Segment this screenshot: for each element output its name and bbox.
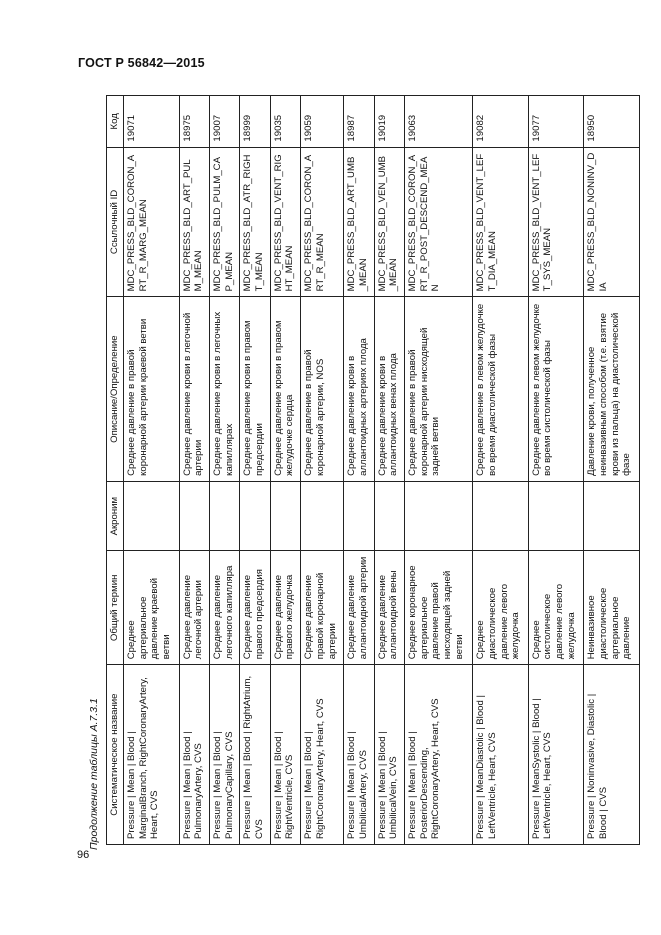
cell-common: Среднее давление легочного капилляра [209, 551, 239, 665]
cell-common: Среднее систолическое давление левого желудочка [528, 551, 584, 665]
table-row [528, 96, 584, 845]
cell-description: Среднее давление крови в правом предсердии [240, 297, 270, 482]
cell-description: Среднее давление в правой коронарной артерии нисходящей задней ветви [405, 297, 473, 482]
cell-common: Среднее давление правого предсердия [240, 551, 270, 665]
table-caption: Продолжение таблицы А.7.3.1 [88, 698, 100, 850]
table-row [374, 96, 404, 845]
column-header-acronym: Акроним [107, 481, 124, 551]
data-table [106, 95, 640, 845]
cell-common: Среднее диастолическое давление левого желудочка [473, 551, 529, 665]
cell-description: Среднее давление крови в легочных капиллярах [209, 297, 239, 482]
cell-acronym [240, 481, 270, 551]
cell-description: Давление крови, полученное неинвазивным способом (т.е. взятие крови из пальца) на диастолической фазе [584, 297, 640, 482]
cell-code: 18999 [240, 96, 270, 148]
table-row [405, 96, 473, 845]
cell-common: Среднее давление правой коронарной артерии [301, 551, 344, 665]
cell-acronym [528, 481, 584, 551]
cell-systematic: Pressure | Mean | Blood | UmbilicalVein, CVS [374, 665, 404, 845]
cell-description: Среднее давление в левом желудочке во время диастолической фазы [473, 297, 529, 482]
cell-ref-id: MDC_PRESS_BLD_VEN_UMB_MEAN [374, 147, 404, 297]
cell-systematic: Pressure | Mean | Blood | PulmonaryArtery, CVS [179, 665, 209, 845]
table-row [473, 96, 529, 845]
cell-systematic: Pressure | Mean | Blood | PosteriorDescending, RightCoronaryArtery, Heart, CVS [405, 665, 473, 845]
cell-systematic: Pressure | Mean | Blood | RightCoronaryArtery, Heart, CVS [301, 665, 344, 845]
cell-common: Неинвазивное диастолическое артериальное давление [584, 551, 640, 665]
cell-code: 19019 [374, 96, 404, 148]
cell-acronym [584, 481, 640, 551]
cell-description: Среднее давление крови в легочной артерии [179, 297, 209, 482]
rotated-table-wrapper [106, 95, 640, 845]
cell-code: 18975 [179, 96, 209, 148]
cell-systematic: Pressure | MeanSystolic | Blood | LeftVentricle, Heart, CVS [528, 665, 584, 845]
cell-acronym [405, 481, 473, 551]
cell-systematic: Pressure | Mean | Blood | UmbilicalArtery, CVS [344, 665, 374, 845]
cell-common: Среднее давление аллантоидной артерии [344, 551, 374, 665]
table-row [240, 96, 270, 845]
table-row [179, 96, 209, 845]
column-header-systematic: Систематическое название [107, 665, 124, 845]
cell-code: 18950 [584, 96, 640, 148]
cell-ref-id: MDC_PRESS_BLD_CORON_ART_R_POST_DESCEND_MEAN [405, 147, 473, 297]
table-row [301, 96, 344, 845]
cell-systematic: Pressure | MeanDiastolic | Blood | LeftVentricle, Heart, CVS [473, 665, 529, 845]
cell-code: 18987 [344, 96, 374, 148]
cell-description: Среднее давление в правой коронарной артерии краевой ветви [124, 297, 180, 482]
cell-ref-id: MDC_PRESS_BLD_ART_UMB_MEAN [344, 147, 374, 297]
cell-acronym [473, 481, 529, 551]
cell-acronym [124, 481, 180, 551]
column-header-ref-id: Ссылочный ID [107, 147, 124, 297]
cell-ref-id: MDC_PRESS_BLD_VENT_RIGHT_MEAN [270, 147, 300, 297]
cell-common: Среднее артериальное давление краевой ветви [124, 551, 180, 665]
cell-ref-id: MDC_PRESS_BLD_ART_PULM_MEAN [179, 147, 209, 297]
cell-systematic: Pressure | Mean | Blood | RightVentricle, CVS [270, 665, 300, 845]
cell-code: 19059 [301, 96, 344, 148]
cell-description: Среднее давление крови в правом желудочке сердца [270, 297, 300, 482]
cell-ref-id: MDC_PRESS_BLD_NONINV_DIA [584, 147, 640, 297]
cell-description: Среднее давление в левом желудочке во время систолической фазы [528, 297, 584, 482]
cell-description: Среднее давление крови в аллантоидных артериях плода [344, 297, 374, 482]
table-header-row [107, 96, 124, 845]
cell-common: Среднее давление правого желудочка [270, 551, 300, 665]
cell-systematic: Pressure | Mean | Blood | PulmonaryCapillary, CVS [209, 665, 239, 845]
cell-code: 19071 [124, 96, 180, 148]
cell-systematic: Pressure | Mean | Blood | MarginalBranch, RightCoronaryArtery, Heart, CVS [124, 665, 180, 845]
cell-code: 19035 [270, 96, 300, 148]
column-header-common: Общий термин [107, 551, 124, 665]
cell-code: 19007 [209, 96, 239, 148]
cell-acronym [301, 481, 344, 551]
cell-systematic: Pressure | Mean | Blood | RightAtrium, CVS [240, 665, 270, 845]
cell-description: Среднее давление в правой коронарной артерии, NOS [301, 297, 344, 482]
cell-ref-id: MDC_PRESS_BLD_PULM_CAP_MEAN [209, 147, 239, 297]
cell-ref-id: MDC_PRESS_BLD_VENT_LEFT_SYS_MEAN [528, 147, 584, 297]
cell-code: 19077 [528, 96, 584, 148]
table-row [124, 96, 180, 845]
cell-code: 19063 [405, 96, 473, 148]
cell-acronym [179, 481, 209, 551]
document-header: ГОСТ Р 56842—2015 [78, 56, 205, 70]
table-row [209, 96, 239, 845]
column-header-code: Код [107, 96, 124, 148]
cell-acronym [344, 481, 374, 551]
cell-ref-id: MDC_PRESS_BLD_VENT_LEFT_DIA_MEAN [473, 147, 529, 297]
cell-acronym [270, 481, 300, 551]
cell-ref-id: MDC_PRESS_BLD_CORON_ART_R_MEAN [301, 147, 344, 297]
cell-acronym [209, 481, 239, 551]
cell-code: 19082 [473, 96, 529, 148]
page-number: 96 [77, 849, 90, 861]
table-row [584, 96, 640, 845]
cell-common: Среднее давление аллантоидной вены [374, 551, 404, 665]
cell-ref-id: MDC_PRESS_BLD_ATR_RIGHT_MEAN [240, 147, 270, 297]
cell-description: Среднее давление крови в аллантоидных венах плода [374, 297, 404, 482]
cell-systematic: Pressure | Noninvasive, Diastolic | Blood | CVS [584, 665, 640, 845]
table-row [270, 96, 300, 845]
table-row [344, 96, 374, 845]
cell-common: Среднее давление легочной артерии [179, 551, 209, 665]
cell-ref-id: MDC_PRESS_BLD_CORON_ART_R_MARG_MEAN [124, 147, 180, 297]
cell-common: Среднее коронарное артериальное давление правой нисходящей задней ветви [405, 551, 473, 665]
column-header-description: Описание/Определение [107, 297, 124, 482]
cell-acronym [374, 481, 404, 551]
